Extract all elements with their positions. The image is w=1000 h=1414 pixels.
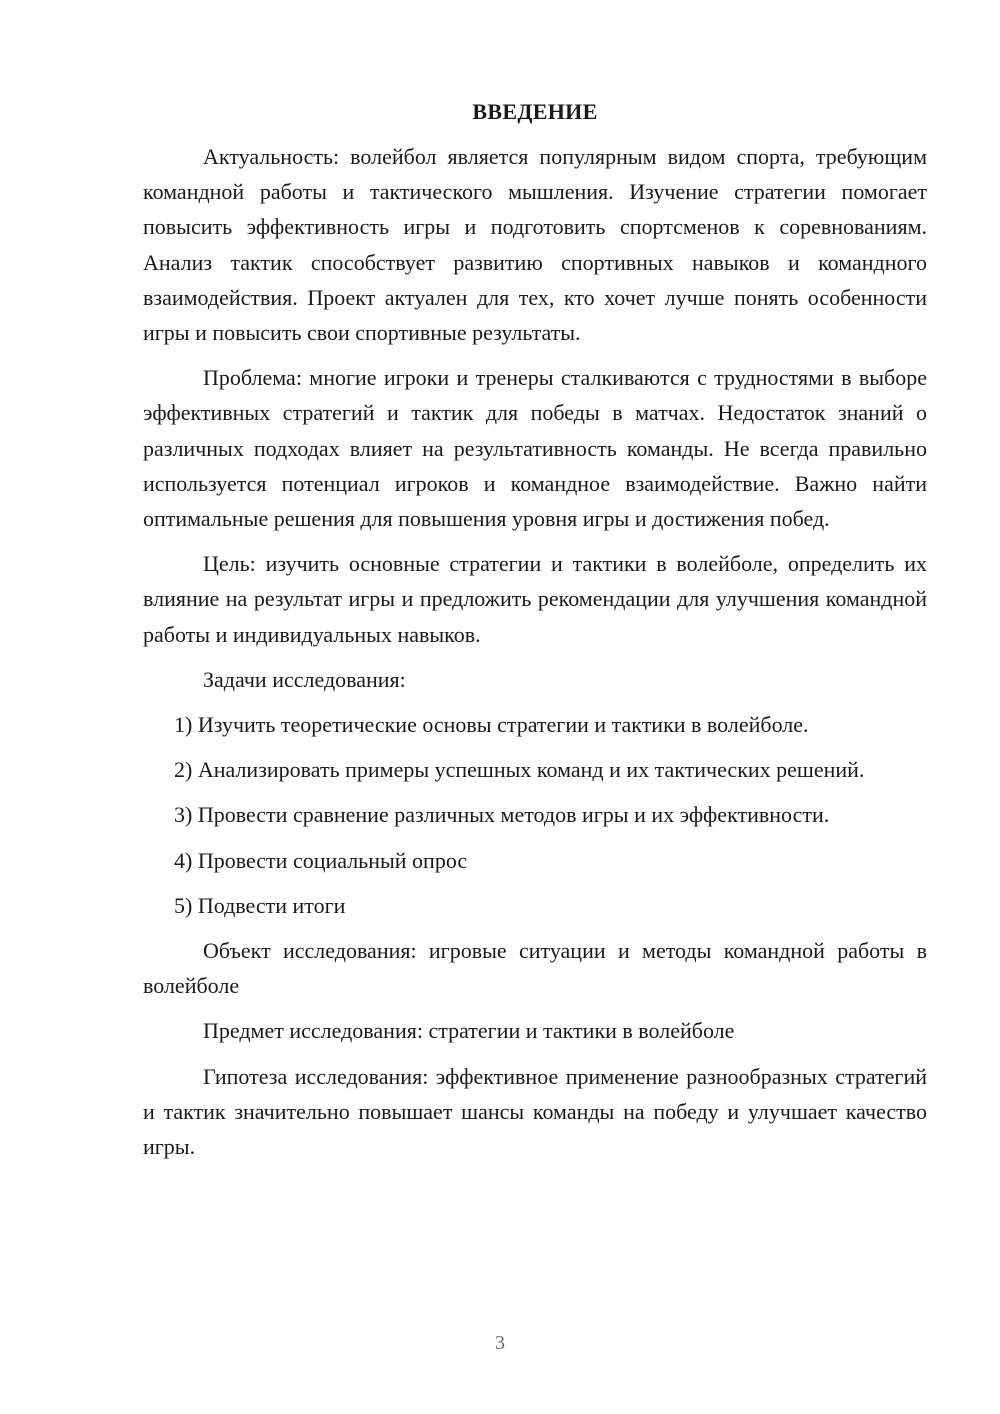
goal-paragraph: Цель: изучить основные стратегии и тактики в волейболе, определить их влияние на результат игры и предложить рекомендации для улучшения командной работы и индивидуальных навыков. bbox=[143, 551, 927, 647]
task-item: 4) Провести социальный опрос bbox=[174, 847, 468, 873]
task-item: 5) Подвести итоги bbox=[174, 892, 346, 918]
task-item: 2) Анализировать примеры успешных команд и их тактических решений. bbox=[174, 757, 865, 783]
problem-paragraph: Проблема: многие игроки и тренеры сталкиваются с трудностями в выборе эффективных стратегий и тактик для победы в матчах. Недостаток знаний о различных подходах влияет на результативность команды. Не всегда правильно используется потенциал игроков и командное взаимодействие. Важно найти оптимальные решения для повышения уровня игры и достижения побед. bbox=[143, 365, 927, 532]
page-number: 3 bbox=[495, 1332, 505, 1354]
page-content bbox=[143, 94, 927, 1174]
hypothesis-paragraph: Гипотеза исследования: эффективное применение разнообразных стратегий и тактик значительно повышает шансы команды на победу и улучшает качество игры. bbox=[143, 1063, 927, 1160]
object-paragraph: Объект исследования: игровые ситуации и методы командной работы в волейболе bbox=[143, 938, 927, 999]
relevance-paragraph: Актуальность: волейбол является популярным видом спорта, требующим командной работы и тактического мышления. Изучение стратегии помогает повысить эффективность игры и подготовить спортсменов к соревнованиям. Анализ тактик способствует развитию спортивных навыков и командного взаимодействия. Проект актуален для тех, кто хочет лучше понять особенности игры и повысить свои спортивные результаты. bbox=[143, 144, 927, 346]
section-heading: ВВЕДЕНИЕ bbox=[472, 99, 598, 124]
task-item: 3) Провести сравнение различных методов игры и их эффективности. bbox=[174, 802, 830, 828]
tasks-title: Задачи исследования: bbox=[203, 666, 406, 692]
subject-paragraph: Предмет исследования: стратегии и тактики в волейболе bbox=[203, 1018, 735, 1044]
task-item: 1) Изучить теоретические основы стратегии и тактики в волейболе. bbox=[174, 712, 809, 738]
